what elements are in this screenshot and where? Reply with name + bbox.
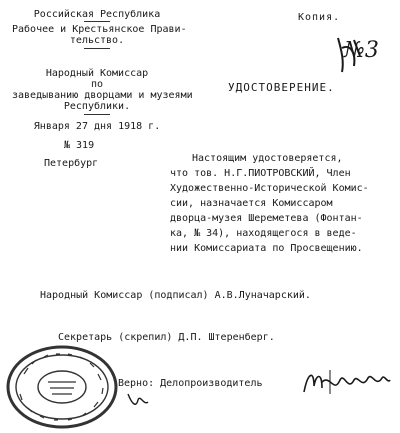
handwritten-signature xyxy=(300,364,392,398)
header-republic: Российская Республика xyxy=(33,9,161,20)
body-line: сии, назначается Комиссаром xyxy=(170,198,333,209)
header-divider xyxy=(84,114,110,115)
header-government-line2: тельство. xyxy=(69,35,125,46)
header-government-line1: Рабочее и Крестьянское Прави- xyxy=(12,24,187,35)
header-commissar-line4: Республики. xyxy=(63,101,131,112)
body-line: дворца-музея Шереметева (Фонтан- xyxy=(170,213,363,224)
document-title: УДОСТОВЕРЕНИЕ. xyxy=(228,81,335,94)
header-commissar-line2: по xyxy=(90,79,104,90)
handwritten-number: №3 xyxy=(344,38,379,63)
header-city: Петербург xyxy=(44,158,99,169)
paraph-mark xyxy=(124,390,154,412)
header-commissar-line3: заведыванию дворцами и музеями xyxy=(12,90,193,101)
attest-line: Верно: Делопроизводитель xyxy=(118,378,263,389)
header-divider xyxy=(84,21,110,22)
body-line: Художественно-Исторической Комис- xyxy=(170,183,369,194)
round-stamp xyxy=(4,344,122,430)
body-line: что тов. Н.Г.ПИОТРОВСКИЙ, Член xyxy=(170,168,351,179)
header-divider xyxy=(84,48,110,49)
body-line: нии Комиссариата по Просвещению. xyxy=(170,243,363,254)
secretary-line: Секретарь (скрепил) Д.П. Штеренберг. xyxy=(58,332,275,343)
header-commissar-line1: Народный Комиссар xyxy=(45,68,149,79)
copy-label: Копия. xyxy=(298,12,341,23)
body-line: Настоящим удостоверяется, xyxy=(192,153,343,164)
header-number: № 319 xyxy=(64,140,95,151)
header-date: Января 27 дня 1918 г. xyxy=(33,121,161,132)
commissar-signature-line: Народный Комиссар (подписал) А.В.Луначарский. xyxy=(40,290,311,301)
body-line: ка, № 34), находящегося в веде- xyxy=(170,228,357,239)
